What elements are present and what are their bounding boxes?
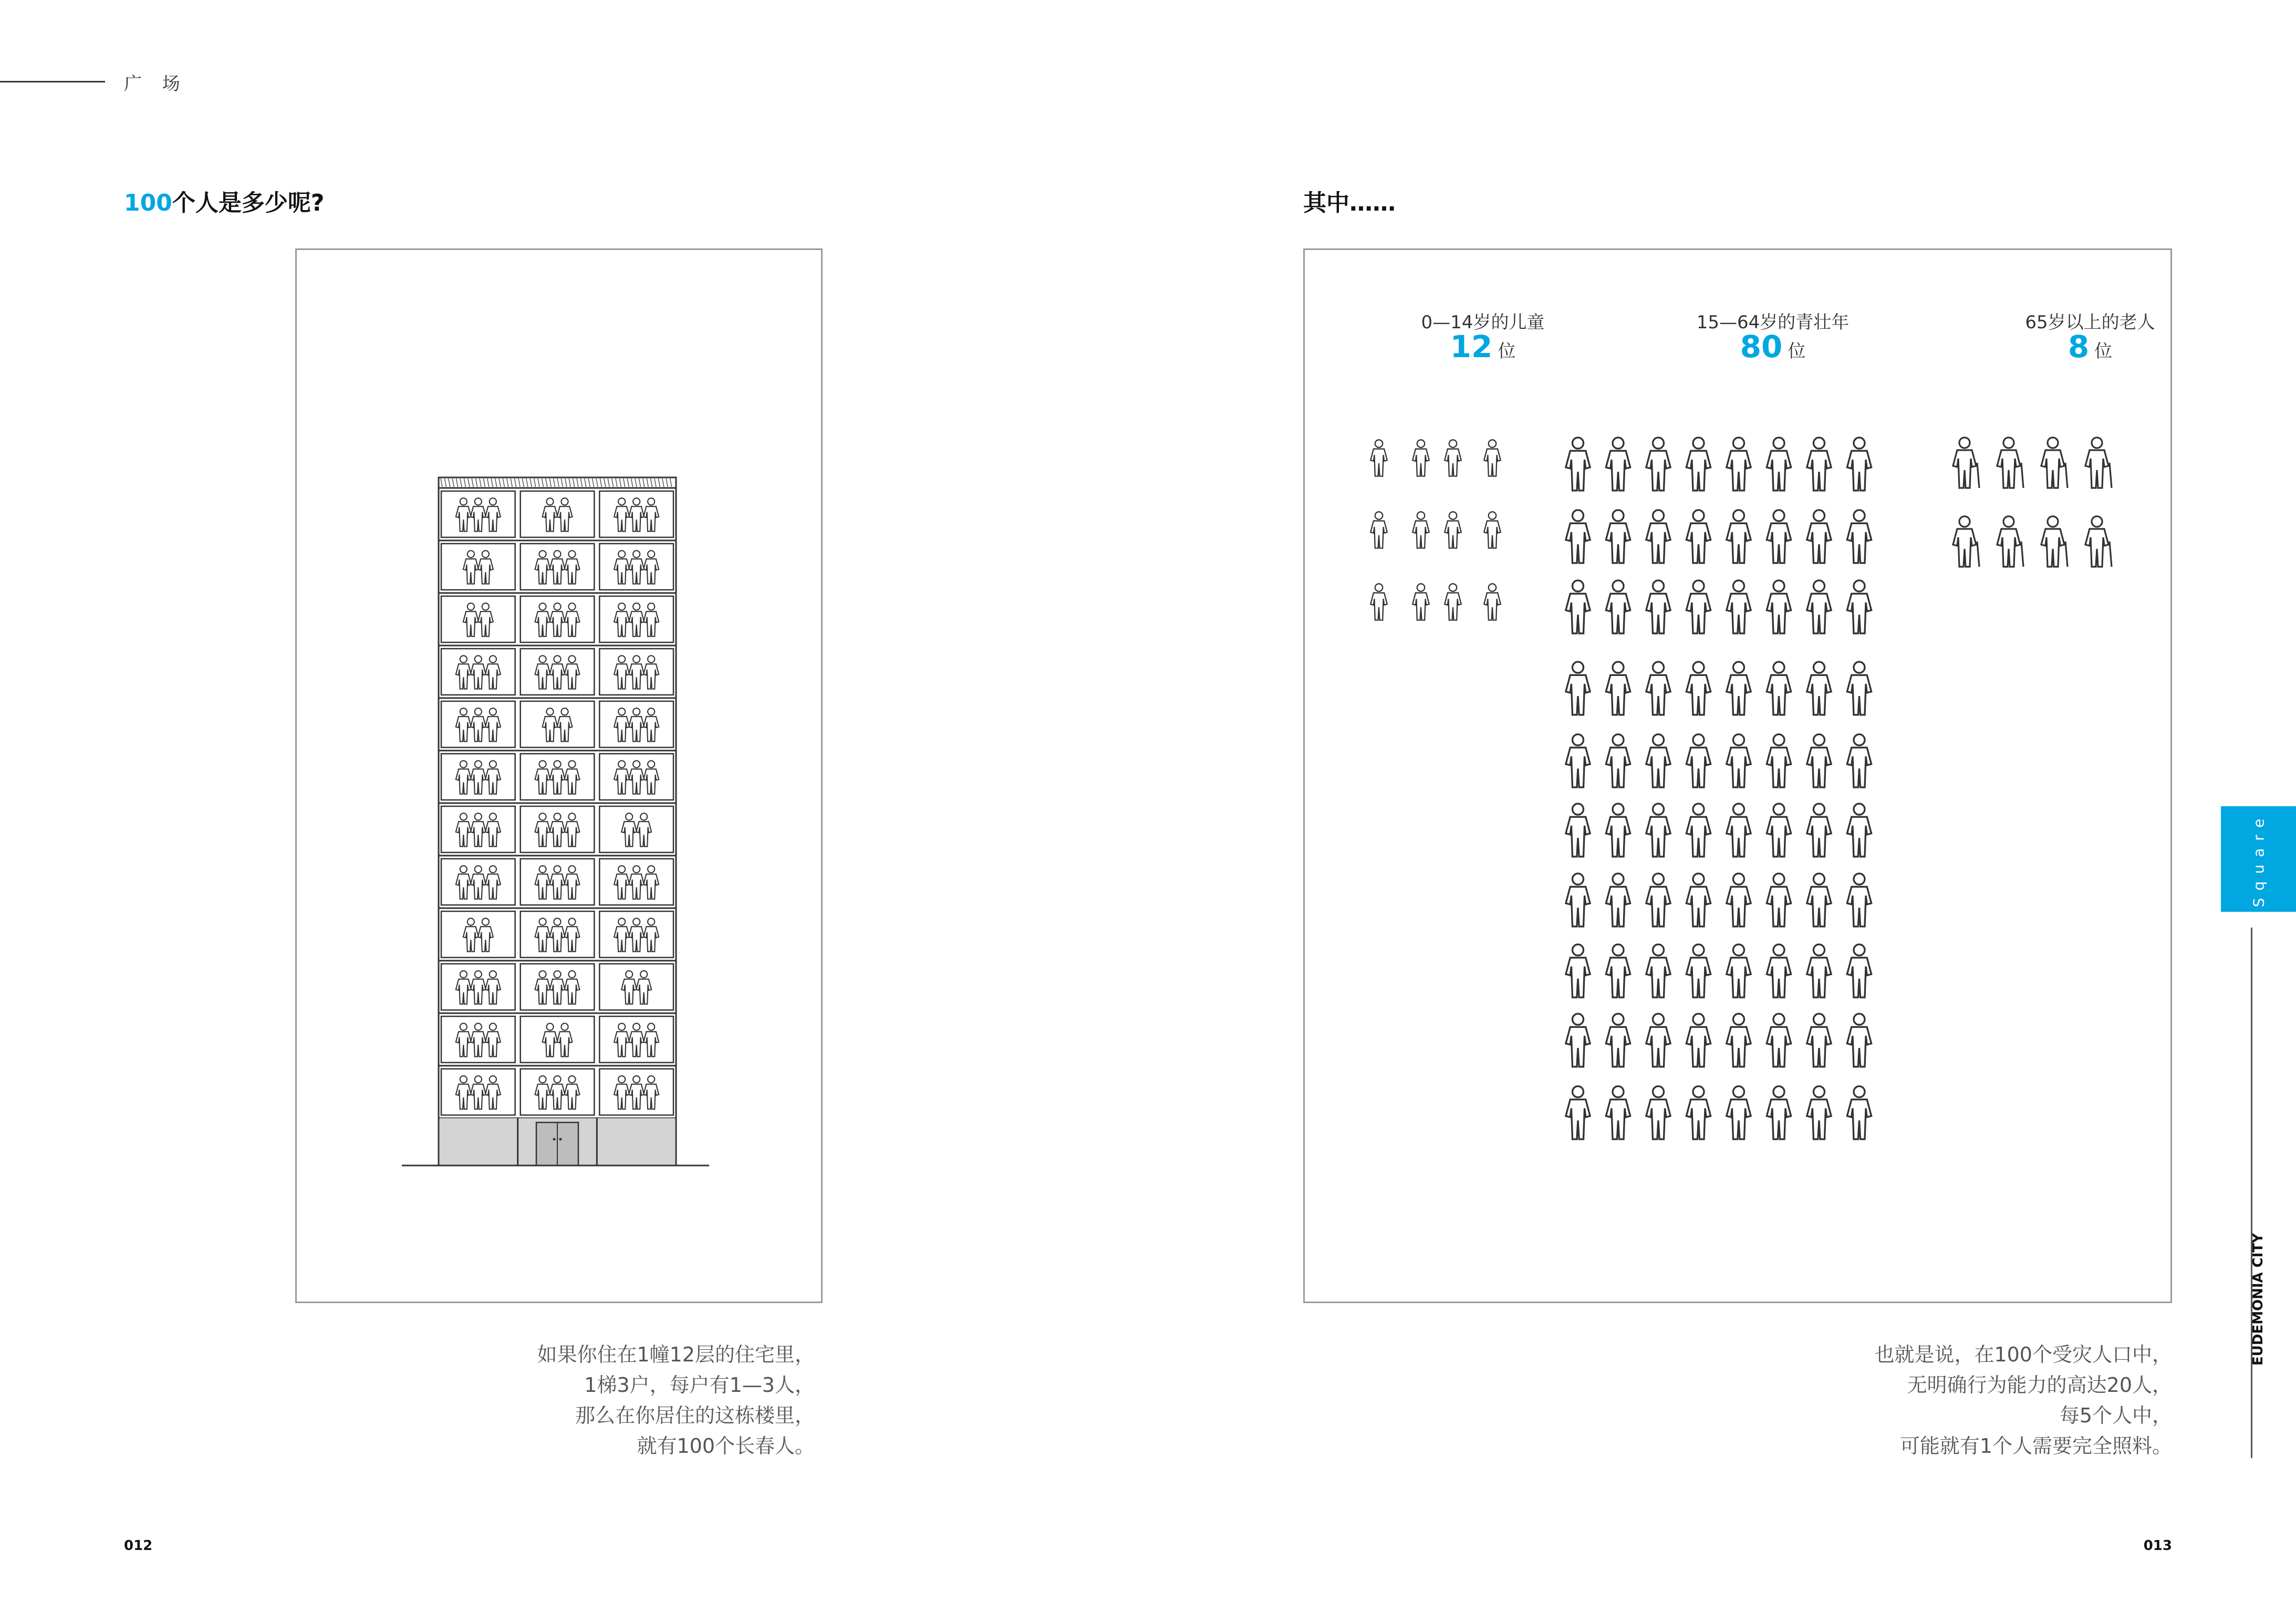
caption-line: 也就是说，在100个受灾人口中，: [1874, 1343, 2172, 1366]
children-group-label: 0—14岁的儿童: [1421, 312, 1545, 333]
child-person-icon: [1412, 512, 1429, 548]
adult-person-icon: [1566, 662, 1590, 715]
adult-person-icon: [1847, 734, 1871, 787]
adult-person-icon: [1767, 510, 1791, 563]
adult-person-icon: [1807, 873, 1831, 927]
adult-person-icon: [1847, 510, 1871, 563]
adult-person-icon: [1606, 662, 1630, 715]
adult-person-icon: [1566, 1014, 1590, 1067]
elderly-count-value: 8: [2068, 329, 2090, 365]
adult-person-icon: [1807, 1014, 1831, 1067]
elderly-person-icon: [1953, 516, 1979, 567]
adult-person-icon: [1847, 873, 1871, 927]
caption-line: 每5个人中，: [2059, 1404, 2172, 1427]
child-person-icon: [1412, 584, 1429, 620]
adult-person-icon: [1646, 662, 1670, 715]
population-pictogram: [1305, 250, 2170, 1302]
adult-person-icon: [1686, 510, 1710, 563]
elderly-person-icon: [2041, 516, 2068, 567]
adult-person-icon: [1727, 1014, 1751, 1067]
elderly-person-icon: [2085, 438, 2112, 488]
page-number-left: 012: [124, 1538, 153, 1554]
adult-person-icon: [1807, 944, 1831, 997]
adult-person-icon: [1646, 438, 1670, 491]
adult-person-icon: [1807, 510, 1831, 563]
children-count-value: 12: [1450, 329, 1493, 365]
adult-person-icon: [1727, 438, 1751, 491]
section-side-tab: [2221, 806, 2296, 912]
adult-person-icon: [1767, 944, 1791, 997]
child-person-icon: [1412, 440, 1429, 476]
adult-person-icon: [1807, 1086, 1831, 1139]
adult-person-icon: [1606, 1086, 1630, 1139]
adult-person-icon: [1686, 580, 1710, 633]
adult-person-icon: [1807, 438, 1831, 491]
adult-person-icon: [1727, 1086, 1751, 1139]
adults-count-value: 80: [1740, 329, 1783, 365]
adult-person-icon: [1847, 438, 1871, 491]
title-accent-number: 100: [124, 190, 172, 216]
caption-line: 那么在你居住的这栋楼里，: [575, 1404, 815, 1427]
adult-person-icon: [1767, 1014, 1791, 1067]
adult-person-icon: [1646, 873, 1670, 927]
adult-person-icon: [1646, 1086, 1670, 1139]
elderly-person-icon: [1997, 516, 2023, 567]
adult-person-icon: [1606, 1014, 1630, 1067]
adult-person-icon: [1686, 734, 1710, 787]
page-number-right: 013: [2143, 1538, 2172, 1554]
adult-person-icon: [1727, 944, 1751, 997]
adult-person-icon: [1646, 1014, 1670, 1067]
adult-person-icon: [1727, 662, 1751, 715]
adults-group-label: 15—64岁的青壮年: [1696, 312, 1850, 333]
adult-person-icon: [1847, 804, 1871, 857]
adult-person-icon: [1807, 734, 1831, 787]
adult-person-icon: [1847, 944, 1871, 997]
adult-person-icon: [1566, 1086, 1590, 1139]
adult-person-icon: [1606, 873, 1630, 927]
caption-line: 可能就有1个人需要完全照料。: [1899, 1434, 2172, 1458]
adult-person-icon: [1646, 510, 1670, 563]
adult-person-icon: [1767, 662, 1791, 715]
adult-person-icon: [1847, 1014, 1871, 1067]
adult-person-icon: [1807, 804, 1831, 857]
adult-person-icon: [1767, 1086, 1791, 1139]
adult-person-icon: [1606, 438, 1630, 491]
adult-person-icon: [1566, 438, 1590, 491]
caption-line: 就有100个长春人。: [637, 1434, 815, 1458]
child-person-icon: [1484, 512, 1501, 548]
adult-person-icon: [1767, 873, 1791, 927]
child-person-icon: [1370, 440, 1387, 476]
adult-person-icon: [1646, 944, 1670, 997]
section-label: 广 场: [124, 74, 188, 95]
elderly-person-icon: [2041, 438, 2068, 488]
adult-person-icon: [1847, 580, 1871, 633]
adult-person-icon: [1686, 1086, 1710, 1139]
adult-person-icon: [1566, 873, 1590, 927]
adult-person-icon: [1767, 438, 1791, 491]
side-rule: [2251, 928, 2252, 1458]
title-text: 个人是多少呢?: [172, 190, 325, 216]
count-unit: 位: [1498, 341, 1516, 362]
child-person-icon: [1484, 584, 1501, 620]
adult-person-icon: [1767, 804, 1791, 857]
adult-person-icon: [1686, 1014, 1710, 1067]
population-breakdown-frame: [1303, 248, 2172, 1303]
child-person-icon: [1445, 584, 1461, 620]
adult-person-icon: [1646, 734, 1670, 787]
adult-person-icon: [1767, 580, 1791, 633]
apartment-building-illustration: [297, 250, 821, 1302]
adult-person-icon: [1807, 580, 1831, 633]
adult-person-icon: [1727, 804, 1751, 857]
adult-person-icon: [1646, 580, 1670, 633]
adult-person-icon: [1606, 804, 1630, 857]
adult-person-icon: [1606, 510, 1630, 563]
adult-person-icon: [1566, 734, 1590, 787]
side-tab-label: Square: [2250, 811, 2267, 907]
adult-person-icon: [1727, 734, 1751, 787]
adult-person-icon: [1847, 662, 1871, 715]
left-caption: [447, 1339, 815, 1461]
count-unit: 位: [1788, 341, 1806, 362]
child-person-icon: [1445, 440, 1461, 476]
adult-person-icon: [1686, 804, 1710, 857]
caption-line: 如果你住在1幢12层的住宅里，: [537, 1343, 815, 1366]
elderly-person-icon: [2085, 516, 2112, 567]
header-rule: [0, 81, 105, 82]
caption-line: 无明确行为能力的高达20人，: [1907, 1373, 2172, 1397]
adult-person-icon: [1686, 662, 1710, 715]
adult-person-icon: [1566, 944, 1590, 997]
child-person-icon: [1445, 512, 1461, 548]
adult-person-icon: [1686, 944, 1710, 997]
adult-person-icon: [1727, 580, 1751, 633]
caption-line: 1梯3户，每户有1—3人，: [584, 1373, 815, 1397]
adult-person-icon: [1686, 873, 1710, 927]
adult-person-icon: [1606, 580, 1630, 633]
adult-person-icon: [1566, 804, 1590, 857]
elderly-group-label: 65岁以上的老人: [2025, 312, 2155, 333]
side-brand-text: EUDEMONIA CITY: [2250, 1233, 2266, 1366]
child-person-icon: [1370, 584, 1387, 620]
adult-person-icon: [1807, 662, 1831, 715]
child-person-icon: [1370, 512, 1387, 548]
child-person-icon: [1484, 440, 1501, 476]
adult-person-icon: [1847, 1086, 1871, 1139]
adult-person-icon: [1566, 580, 1590, 633]
adult-person-icon: [1727, 873, 1751, 927]
left-page-title: [124, 184, 324, 217]
adult-person-icon: [1727, 510, 1751, 563]
adult-person-icon: [1606, 944, 1630, 997]
elderly-person-icon: [1997, 438, 2023, 488]
right-page-title: 其中……: [1303, 190, 1396, 216]
adult-person-icon: [1606, 734, 1630, 787]
elderly-person-icon: [1953, 438, 1979, 488]
count-unit: 位: [2094, 341, 2113, 362]
adult-person-icon: [1686, 438, 1710, 491]
building-illustration-frame: [295, 248, 823, 1303]
adult-person-icon: [1646, 804, 1670, 857]
right-caption: [1699, 1339, 2172, 1461]
adult-person-icon: [1566, 510, 1590, 563]
adult-person-icon: [1767, 734, 1791, 787]
